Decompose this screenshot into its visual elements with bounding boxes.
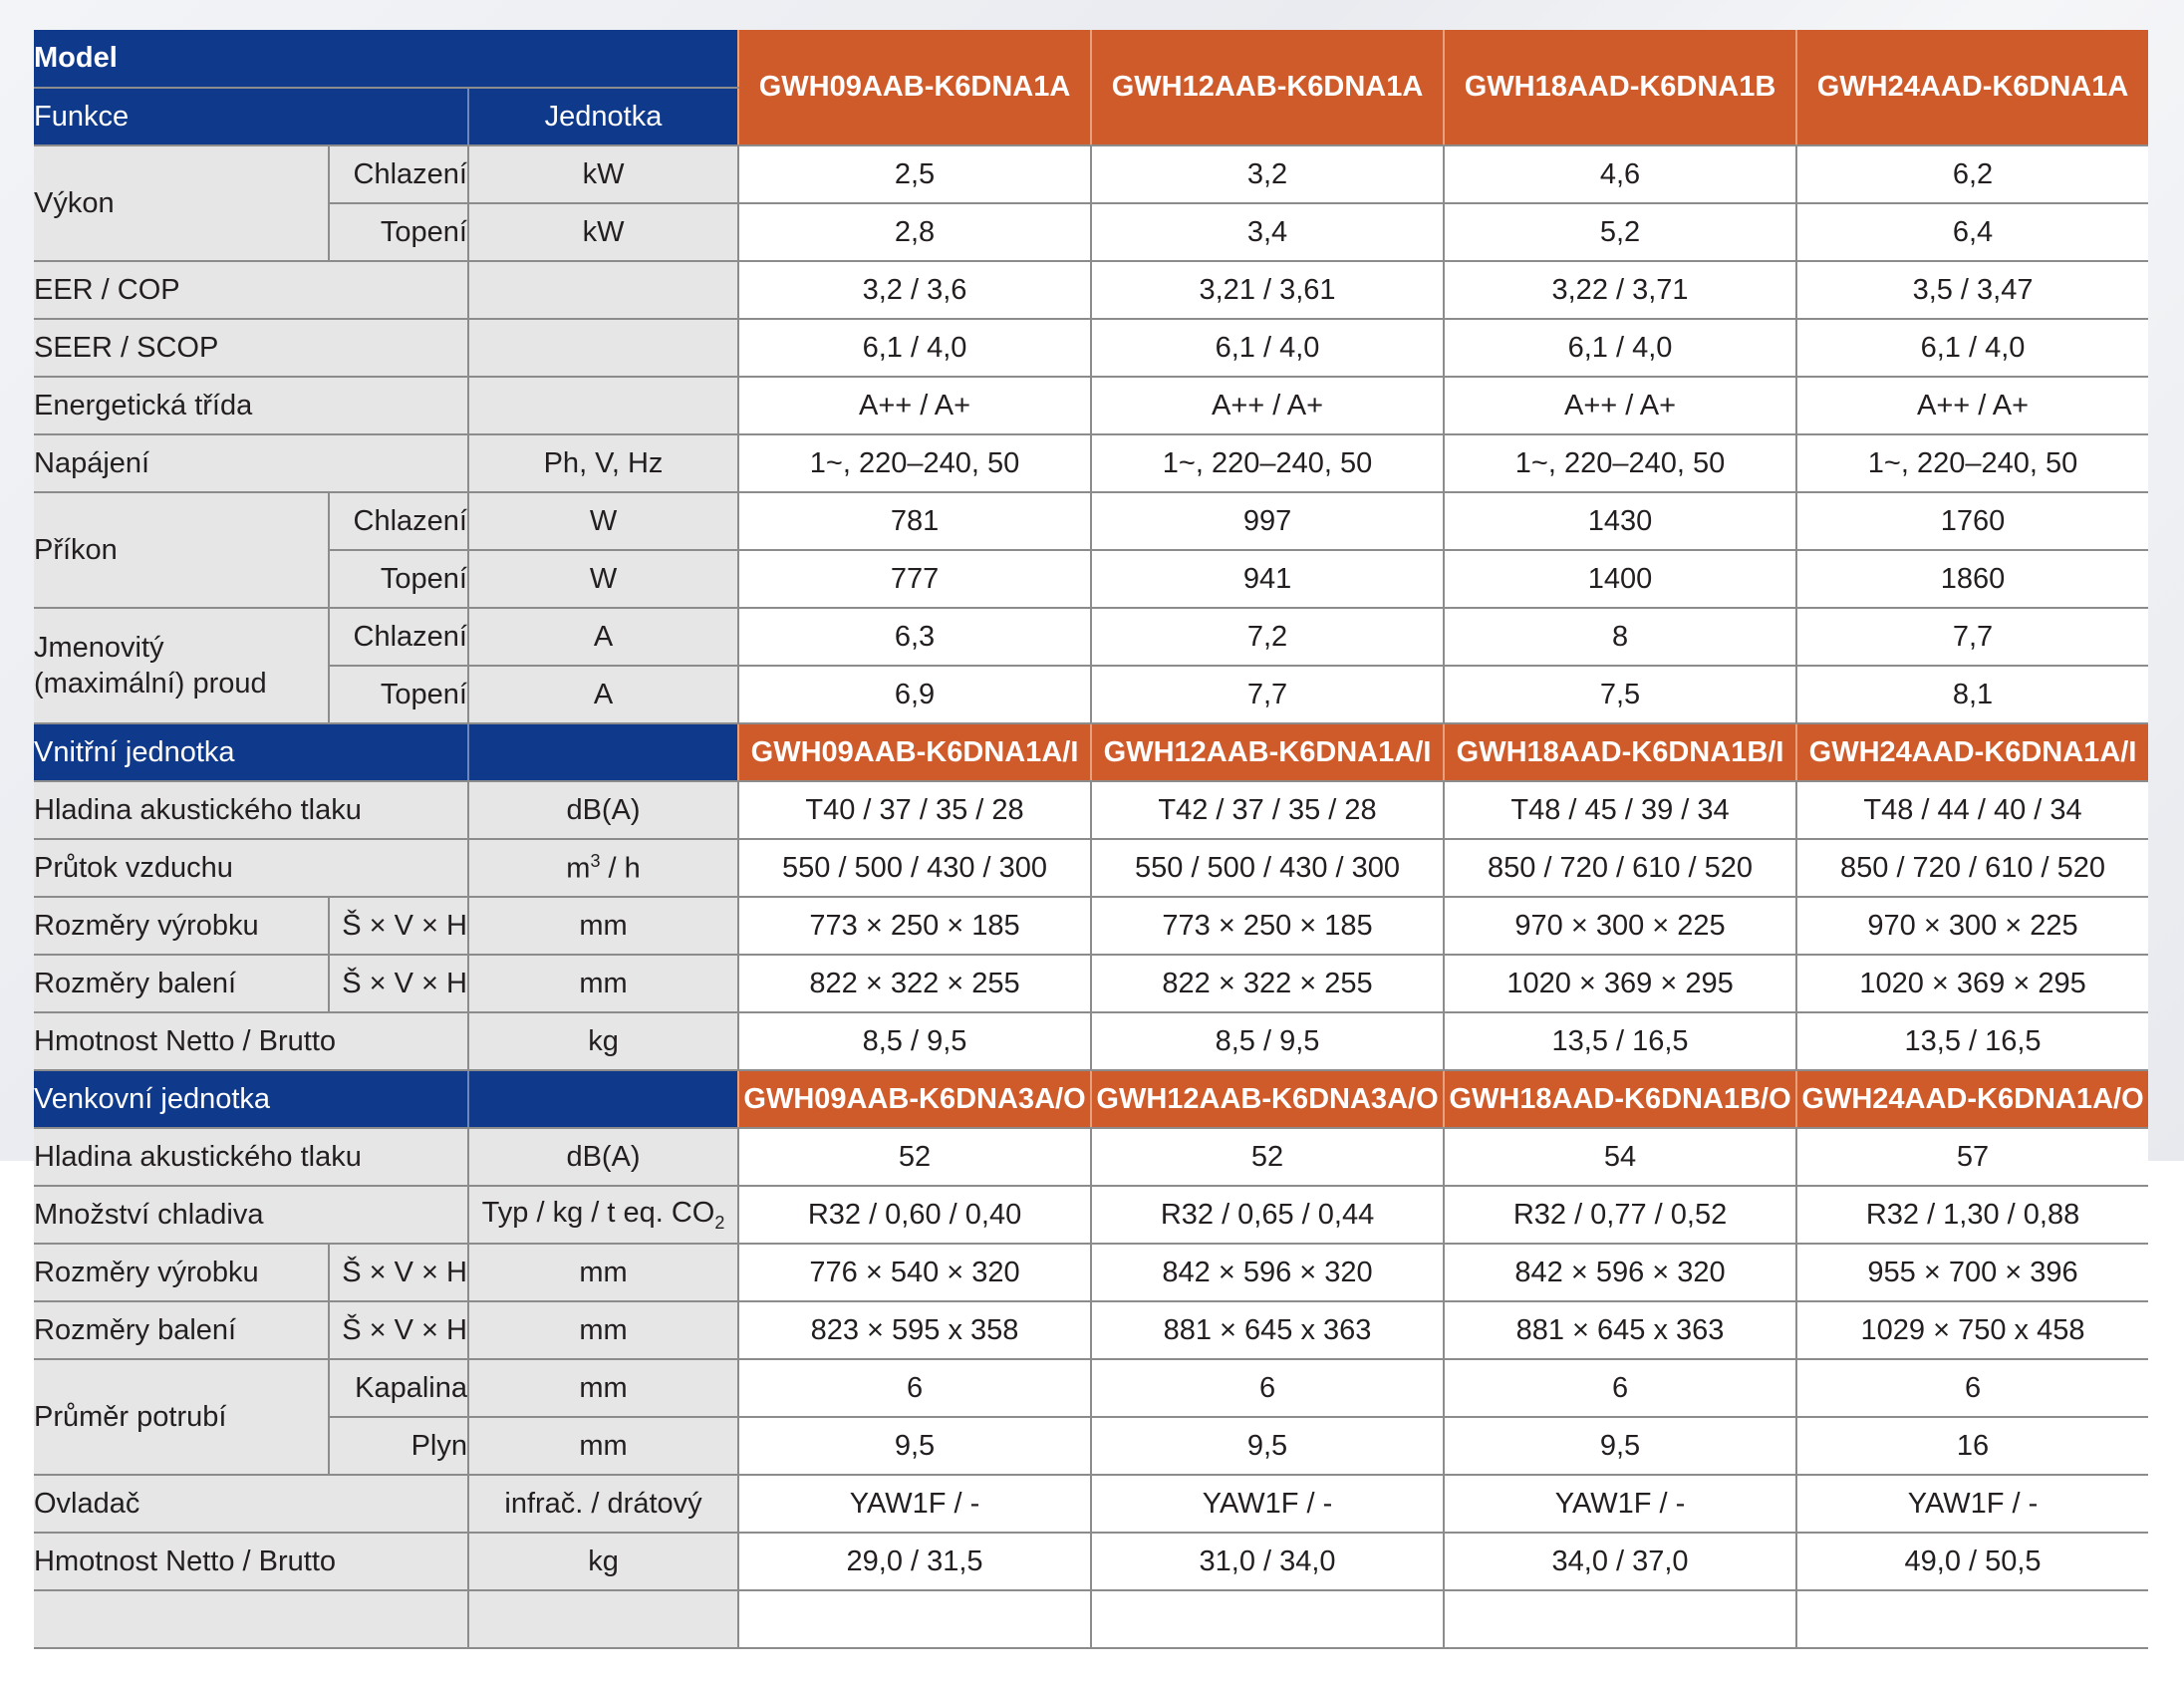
table-row [34,1475,2148,1533]
table-row [34,1012,2148,1070]
table-cell: 1~, 220–240, 50 [1091,434,1444,492]
table-row [34,781,2148,839]
row-unit: W [468,550,738,608]
model-name: GWH24AAD-K6DNA1A [1796,30,2148,145]
table-cell: 13,5 / 16,5 [1796,1012,2148,1070]
table-row [34,261,2148,319]
row-sublabel: Topení [329,550,468,608]
table-row [34,145,2148,203]
table-cell: 997 [1091,492,1444,550]
table-row [34,1533,2148,1590]
table-cell: YAW1F / - [1091,1475,1444,1533]
table-cell: 881 × 645 x 363 [1444,1301,1796,1359]
row-sublabel: Š × V × H [329,897,468,955]
table-cell: 955 × 700 × 396 [1796,1244,2148,1301]
funkce-label: Funkce [34,88,468,145]
table-cell: 970 × 300 × 225 [1796,897,2148,955]
table-cell: R32 / 0,77 / 0,52 [1444,1186,1796,1244]
section-title: Venkovní jednotka [34,1070,468,1128]
table-cell: 9,5 [1444,1417,1796,1475]
table-cell: 1~, 220–240, 50 [1444,434,1796,492]
table-cell: 842 × 596 × 320 [1444,1244,1796,1301]
row-sublabel: Š × V × H [329,1244,468,1301]
table-cell: 777 [738,550,1091,608]
row-label: Průměr potrubí [34,1359,329,1475]
row-label: Energetická třída [34,377,468,434]
table-cell: T42 / 37 / 35 / 28 [1091,781,1444,839]
row-label: Výkon [34,145,329,261]
empty-cell [1091,1590,1444,1648]
row-unit: mm [468,1359,738,1417]
row-sublabel: Topení [329,666,468,723]
section-unit-blank [468,1070,738,1128]
table-cell: 52 [1091,1128,1444,1186]
row-label [34,608,329,723]
table-cell: 31,0 / 34,0 [1091,1533,1444,1590]
row-label: Průtok vzduchu [34,839,468,897]
table-cell: 822 × 322 × 255 [1091,955,1444,1012]
table-cell: 550 / 500 / 430 / 300 [738,839,1091,897]
table-cell: 3,5 / 3,47 [1796,261,2148,319]
row-unit: Ph, V, Hz [468,434,738,492]
table-cell: 1029 × 750 x 458 [1796,1301,2148,1359]
section-title: Vnitřní jednotka [34,723,468,781]
spec-table [34,30,2148,1649]
empty-cell [1444,1590,1796,1648]
row-unit: W [468,492,738,550]
table-cell: 3,2 [1091,145,1444,203]
section-header-outdoor [34,1070,2148,1128]
row-unit: kW [468,203,738,261]
empty-cell [34,1590,468,1648]
table-cell: 16 [1796,1417,2148,1475]
row-unit: mm [468,897,738,955]
table-cell: 1020 × 369 × 295 [1444,955,1796,1012]
table-cell: 49,0 / 50,5 [1796,1533,2148,1590]
table-cell: 6 [1796,1359,2148,1417]
table-cell: A++ / A+ [1444,377,1796,434]
table-cell: 842 × 596 × 320 [1091,1244,1444,1301]
row-label: Napájení [34,434,468,492]
table-cell: 850 / 720 / 610 / 520 [1796,839,2148,897]
table-cell: 773 × 250 × 185 [738,897,1091,955]
table-cell: 823 × 595 x 358 [738,1301,1091,1359]
table-cell: 5,2 [1444,203,1796,261]
table-cell: R32 / 1,30 / 0,88 [1796,1186,2148,1244]
unit-text: m [566,852,591,885]
row-label: EER / COP [34,261,468,319]
row-label: Rozměry výrobku [34,897,329,955]
table-cell: 822 × 322 × 255 [738,955,1091,1012]
model-name: GWH09AAB-K6DNA1A/I [738,723,1091,781]
table-row [34,550,2148,608]
row-sublabel: Chlazení [329,608,468,666]
table-cell: 781 [738,492,1091,550]
table-row [34,377,2148,434]
table-cell: 6,1 / 4,0 [1796,319,2148,377]
table-row-empty [34,1590,2148,1648]
table-cell: 1430 [1444,492,1796,550]
row-unit: mm [468,1244,738,1301]
section-unit-blank [468,723,738,781]
table-cell: 1~, 220–240, 50 [1796,434,2148,492]
table-cell: YAW1F / - [1444,1475,1796,1533]
row-unit: A [468,608,738,666]
row-label: Příkon [34,492,329,608]
row-label: Rozměry balení [34,955,329,1012]
table-cell: 1400 [1444,550,1796,608]
row-unit: mm [468,1301,738,1359]
jednotka-label: Jednotka [468,88,738,145]
table-cell: 3,2 / 3,6 [738,261,1091,319]
table-row [34,897,2148,955]
empty-cell [468,1590,738,1648]
table-cell: 8 [1444,608,1796,666]
table-cell: A++ / A+ [738,377,1091,434]
section-header-indoor [34,723,2148,781]
table-cell: 6 [1091,1359,1444,1417]
row-sublabel: Š × V × H [329,955,468,1012]
table-cell: 6,4 [1796,203,2148,261]
table-cell: 34,0 / 37,0 [1444,1533,1796,1590]
row-label: Ovladač [34,1475,468,1533]
row-label: Hmotnost Netto / Brutto [34,1012,468,1070]
table-cell: A++ / A+ [1091,377,1444,434]
table-cell: 941 [1091,550,1444,608]
table-cell: T48 / 45 / 39 / 34 [1444,781,1796,839]
table-row [34,1417,2148,1475]
model-name: GWH12AAB-K6DNA3A/O [1091,1070,1444,1128]
model-name: GWH12AAB-K6DNA1A/I [1091,723,1444,781]
table-cell: R32 / 0,60 / 0,40 [738,1186,1091,1244]
table-cell: 6,1 / 4,0 [1091,319,1444,377]
row-unit: mm [468,955,738,1012]
table-row [34,608,2148,666]
model-label: Model [34,30,738,88]
row-unit [468,839,738,897]
row-unit: dB(A) [468,781,738,839]
table-cell: 8,5 / 9,5 [1091,1012,1444,1070]
table-cell: 970 × 300 × 225 [1444,897,1796,955]
row-unit: kg [468,1012,738,1070]
table-cell: 850 / 720 / 610 / 520 [1444,839,1796,897]
row-unit: kW [468,145,738,203]
unit-text: Typ / kg / t eq. CO [481,1196,715,1229]
table-cell: 8,1 [1796,666,2148,723]
table-cell: 1020 × 369 × 295 [1796,955,2148,1012]
table-cell: 57 [1796,1128,2148,1186]
table-row [34,1359,2148,1417]
table-cell: 52 [738,1128,1091,1186]
table-cell: 7,5 [1444,666,1796,723]
row-label: Rozměry balení [34,1301,329,1359]
table-cell: 6,1 / 4,0 [738,319,1091,377]
table-cell: 1~, 220–240, 50 [738,434,1091,492]
row-unit: infrač. / drátový [468,1475,738,1533]
row-unit: A [468,666,738,723]
table-cell: 4,6 [1444,145,1796,203]
table-cell: 3,4 [1091,203,1444,261]
table-cell: 9,5 [1091,1417,1444,1475]
row-unit: dB(A) [468,1128,738,1186]
table-cell: 773 × 250 × 185 [1091,897,1444,955]
table-cell: 1860 [1796,550,2148,608]
row-label-line: (maximální) proud [34,668,267,700]
model-name: GWH18AAD-K6DNA1B [1444,30,1796,145]
table-cell: 881 × 645 x 363 [1091,1301,1444,1359]
unit-superscript: 3 [590,850,601,871]
table-row [34,492,2148,550]
table-cell: 7,7 [1091,666,1444,723]
row-unit: kg [468,1533,738,1590]
table-cell: 6,2 [1796,145,2148,203]
table-cell: 2,5 [738,145,1091,203]
empty-cell [1796,1590,2148,1648]
row-unit [468,1186,738,1244]
unit-subscript: 2 [714,1212,725,1233]
table-cell: YAW1F / - [738,1475,1091,1533]
model-name: GWH24AAD-K6DNA1A/I [1796,723,2148,781]
table-row [34,319,2148,377]
table-cell: 2,8 [738,203,1091,261]
row-sublabel: Chlazení [329,145,468,203]
table-cell: 9,5 [738,1417,1091,1475]
table-cell: 1760 [1796,492,2148,550]
table-cell: 6 [738,1359,1091,1417]
table-row [34,1301,2148,1359]
row-sublabel: Topení [329,203,468,261]
empty-cell [738,1590,1091,1648]
table-cell: T48 / 44 / 40 / 34 [1796,781,2148,839]
table-row [34,955,2148,1012]
row-sublabel: Kapalina [329,1359,468,1417]
row-sublabel: Plyn [329,1417,468,1475]
model-name: GWH12AAB-K6DNA1A [1091,30,1444,145]
table-cell: 6,3 [738,608,1091,666]
row-label: Hladina akustického tlaku [34,781,468,839]
table-cell: 54 [1444,1128,1796,1186]
table-cell: 7,7 [1796,608,2148,666]
table-cell: 550 / 500 / 430 / 300 [1091,839,1444,897]
table-row [34,1244,2148,1301]
row-label: Rozměry výrobku [34,1244,329,1301]
table-row [34,1186,2148,1244]
row-unit: mm [468,1417,738,1475]
row-sublabel: Š × V × H [329,1301,468,1359]
unit-text: / h [600,852,641,885]
table-row [34,1128,2148,1186]
table-cell: YAW1F / - [1796,1475,2148,1533]
row-unit [468,377,738,434]
table-cell: 29,0 / 31,5 [738,1533,1091,1590]
table-cell: T40 / 37 / 35 / 28 [738,781,1091,839]
model-name: GWH18AAD-K6DNA1B/O [1444,1070,1796,1128]
table-cell: 6,1 / 4,0 [1444,319,1796,377]
model-name: GWH24AAD-K6DNA1A/O [1796,1070,2148,1128]
table-cell: 7,2 [1091,608,1444,666]
row-unit [468,261,738,319]
row-label: Hmotnost Netto / Brutto [34,1533,468,1590]
model-name: GWH18AAD-K6DNA1B/I [1444,723,1796,781]
model-name: GWH09AAB-K6DNA1A [738,30,1091,145]
table-cell: 3,22 / 3,71 [1444,261,1796,319]
row-label: SEER / SCOP [34,319,468,377]
table-row [34,666,2148,723]
table-row [34,434,2148,492]
row-label: Množství chladiva [34,1186,468,1244]
table-row [34,839,2148,897]
row-label: Hladina akustického tlaku [34,1128,468,1186]
table-cell: A++ / A+ [1796,377,2148,434]
table-cell: 13,5 / 16,5 [1444,1012,1796,1070]
table-cell: 776 × 540 × 320 [738,1244,1091,1301]
table-cell: 6 [1444,1359,1796,1417]
row-unit [468,319,738,377]
model-name: GWH09AAB-K6DNA3A/O [738,1070,1091,1128]
header-model-row [34,30,2148,88]
table-cell: 6,9 [738,666,1091,723]
table-cell: 3,21 / 3,61 [1091,261,1444,319]
row-label-line: Jmenovitý [34,632,164,664]
table-cell: R32 / 0,65 / 0,44 [1091,1186,1444,1244]
row-sublabel: Chlazení [329,492,468,550]
table-row [34,203,2148,261]
table-cell: 8,5 / 9,5 [738,1012,1091,1070]
